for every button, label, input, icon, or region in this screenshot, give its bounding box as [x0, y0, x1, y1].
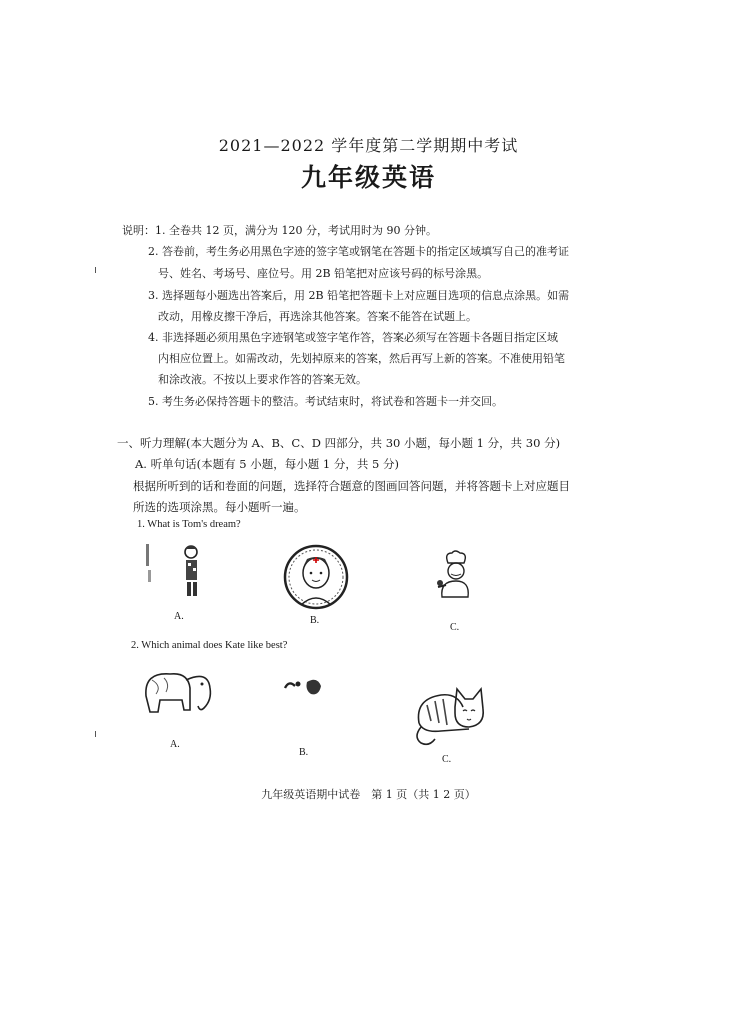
q1-option-a-label: A. [174, 611, 184, 622]
q1-option-a-image [142, 540, 212, 610]
instruction-4c: 和涂改液。不按以上要求作答的答案无效。 [158, 373, 367, 386]
cat-icon [411, 683, 487, 749]
q1-option-c-label: C. [450, 622, 460, 633]
direction-line-1: 根据所听到的话和卷面的问题，选择符合题意的图画回答问题，并将答题卡上对应题目 [133, 479, 570, 493]
instruction-2a: 2. 答卷前，考生务必用黑色字迹的签字笔或钢笔在答题卡的指定区域填写自己的准考证 [148, 245, 569, 258]
question-1-text: 1. What is Tom's dream? [137, 519, 241, 530]
instruction-3b: 改动，用橡皮擦干净后，再选涂其他答案。答案不能答在试题上。 [158, 310, 477, 323]
exam-title: 九年级英语 [300, 163, 436, 192]
instruction-4a: 4. 非选择题必须用黑色字迹钢笔或签字笔作答，答案必须写在答题卡各题目指定区域 [148, 331, 558, 344]
panda-icon [281, 676, 325, 702]
instruction-3a: 3. 选择题每小题选出答案后，用 2B 铅笔把答题卡上对应题目选项的信息点涂黑。如需 [148, 289, 570, 302]
q2-option-a-image [140, 666, 216, 726]
instruction-1: 说明：1. 全卷共 12 页，满分为 120 分，考试用时为 90 分钟。 [122, 224, 437, 237]
instruction-2b: 号、姓名、考场号、座位号。用 2B 铅笔把对应该号码的标号涂黑。 [158, 267, 489, 280]
person-standing-icon [142, 540, 212, 606]
elephant-icon [140, 666, 216, 722]
instruction-4b: 内相应位置上。如需改动，先划掉原来的答案，然后再写上新的答案。不准使用铅笔 [158, 352, 565, 365]
part-a-heading: A. 听单句话(本题有 5 小题，每小题 1 分，共 5 分) [135, 457, 399, 471]
q1-option-c-image [434, 549, 476, 611]
instruction-5: 5. 考生务必保持答题卡的整洁。考试结束时，将试卷和答题卡一并交回。 [148, 395, 503, 408]
q2-option-c-image [411, 683, 487, 753]
question-2-text: 2. Which animal does Kate like best? [131, 640, 288, 651]
section-heading: 一、听力理解(本大题分为 A、B、C、D 四部分，共 30 小题，每小题 1 分，共 30 分) [117, 436, 561, 450]
q2-option-b-label: B. [299, 747, 309, 758]
page-footer: 九年级英语期中试卷 第 1 页（共 1 2 页） [261, 788, 476, 801]
exam-year-line: 2021—2022 学年度第二学期期中考试 [218, 136, 519, 155]
q2-option-a-label: A. [170, 739, 180, 750]
nurse-icon [283, 543, 349, 611]
direction-line-2: 所选的选项涂黑。每小题听一遍。 [133, 500, 306, 514]
q2-option-c-label: C. [442, 754, 452, 765]
scan-mark [95, 267, 96, 273]
q1-option-b-label: B. [310, 615, 320, 626]
q1-option-b-image [283, 543, 349, 615]
scan-mark [95, 731, 96, 737]
chef-icon [434, 549, 476, 607]
q2-option-b-image [281, 676, 325, 706]
